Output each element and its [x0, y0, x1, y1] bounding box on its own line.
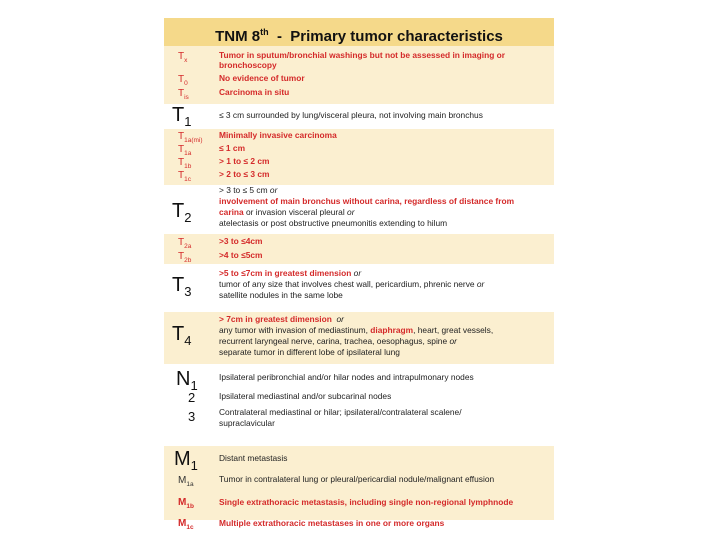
desc-t2-line2: involvement of main bronchus without carina, regardless of distance from: [219, 196, 515, 206]
desc-t2-line3: carina or invasion visceral pleural or: [219, 207, 355, 217]
code-m1a: $M_{1a}$: [178, 475, 194, 488]
desc-m1: Distant metastasis: [219, 453, 288, 463]
desc-t3-line1: >5 to ≤7cm in greatest dimension or: [219, 268, 362, 278]
code-m1c: $M_{1c}$: [178, 518, 194, 531]
desc-n3-line1: Contralateral mediastinal or hilar; ipsilateral/contralateral scalene/: [219, 407, 462, 417]
tnm-table: [164, 18, 554, 531]
code-n2: 2: [188, 390, 196, 405]
desc-t1c: > 2 to ≤ 3 cm: [219, 169, 270, 179]
code-t1a: $T_{1a}$: [178, 144, 192, 157]
desc-t1: ≤ 3 cm surrounded by lung/visceral pleura, not involving main bronchus: [219, 110, 483, 120]
desc-t2-line4: atelectasis or post obstructive pneumonitis extending to hilum: [219, 218, 448, 228]
desc-t2b: >4 to ≤5cm: [219, 250, 263, 260]
desc-t3-line3: satellite nodules in the same lobe: [219, 290, 343, 300]
code-t2b: $T_{2b}$: [178, 251, 192, 264]
desc-m1b: Single extrathoracic metastasis, including single non-regional lymphnode: [219, 497, 514, 507]
desc-tx: Tumor in sputum/bronchial washings but not be assessed in imaging or bronchoscopy: [219, 50, 506, 70]
code-n1: $N_1$: [176, 368, 198, 393]
desc-t2-line1: > 3 to ≤ 5 cm or: [219, 185, 278, 195]
desc-t0: No evidence of tumor: [219, 73, 305, 83]
code-n3: 3: [188, 409, 196, 424]
code-t3: $T_3$: [172, 274, 192, 299]
code-t1b: $T_{1b}$: [178, 157, 192, 170]
code-t1mi: $T_{1a(mi)}$: [178, 131, 203, 144]
desc-t1a: ≤ 1 cm: [219, 143, 246, 153]
desc-t1b: > 1 to ≤ 2 cm: [219, 156, 270, 166]
desc-t2a: >3 to ≤4cm: [219, 236, 263, 246]
table-title: TNM 8th - Primary tumor characteristics: [164, 18, 554, 46]
desc-t3-line2: tumor of any size that involves chest wall, pericardium, phrenic nerve or: [219, 279, 485, 289]
code-t0: $T_0$: [178, 74, 188, 87]
desc-tis: Carcinoma in situ: [219, 87, 290, 97]
code-t2: $T_2$: [172, 200, 192, 225]
code-m1b: $M_{1b}$: [178, 497, 194, 510]
desc-m1c: Multiple extrathoracic metastases in one or more organs: [219, 518, 445, 528]
desc-t4-line2: any tumor with invasion of mediastinum, diaphragm, heart, great vessels,: [219, 325, 494, 335]
code-tis: $T_{is}$: [178, 88, 189, 101]
code-tx: $T_x$: [178, 51, 188, 64]
desc-n2: Ipsilateral mediastinal and/or subcarinal nodes: [219, 391, 392, 401]
desc-t4-line3: recurrent laryngeal nerve, carina, trachea, oesophagus, spine or: [219, 336, 457, 346]
code-t1: $T_1$: [172, 104, 192, 129]
desc-t4-line1: > 7cm in greatest dimension or: [219, 314, 344, 324]
desc-n1: Ipsilateral peribronchial and/or hilar nodes and intrapulmonary nodes: [219, 372, 474, 382]
desc-t1mi: Minimally invasive carcinoma: [219, 130, 337, 140]
desc-t4-line4: separate tumor in different lobe of ipsilateral lung: [219, 347, 400, 357]
desc-n3-line2: supraclavicular: [219, 418, 275, 428]
code-t1c: $T_{1c}$: [178, 170, 191, 183]
desc-m1a: Tumor in contralateral lung or pleural/pericardial nodule/malignant effusion: [219, 474, 495, 484]
code-t2a: $T_{2a}$: [178, 237, 192, 250]
code-t4: $T_4$: [172, 323, 192, 348]
code-m1: $M_1$: [174, 448, 198, 473]
